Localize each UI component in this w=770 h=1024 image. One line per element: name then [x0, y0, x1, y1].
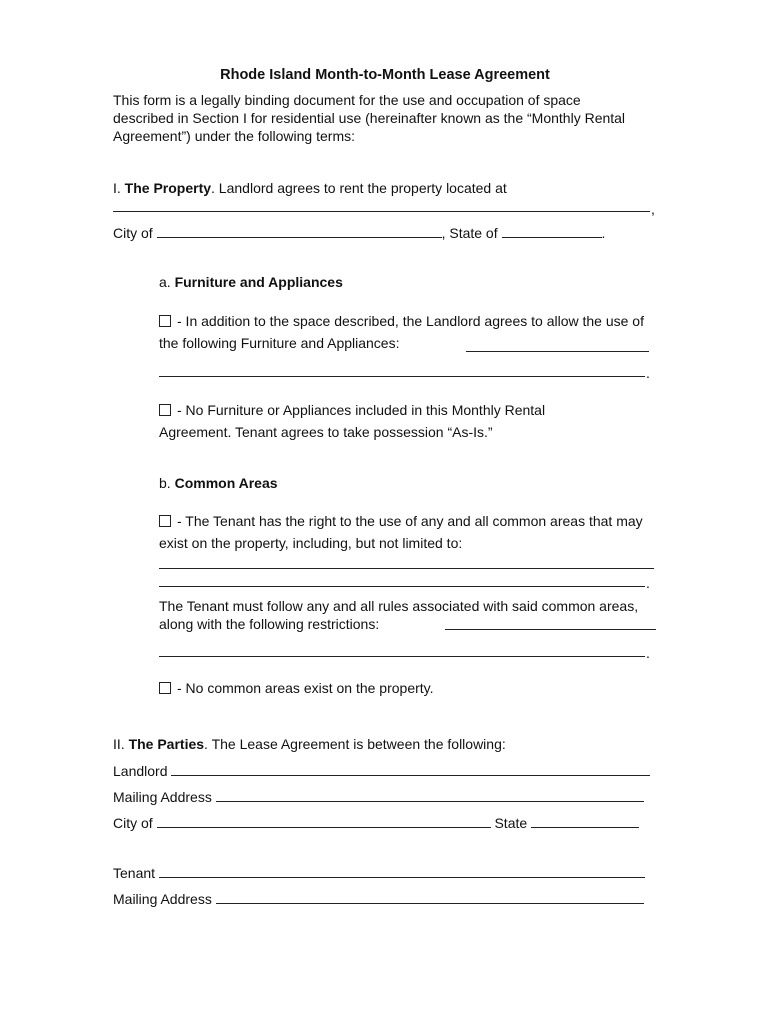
- subsection-letter: a.: [159, 274, 175, 290]
- landlord-mailing-row: [113, 787, 644, 806]
- restrictions-field-1[interactable]: [445, 629, 656, 630]
- period: .: [646, 365, 650, 381]
- tenant-row: [113, 863, 645, 882]
- option-text: - In addition to the space described, the Landlord agrees to allow the use of the following Furniture and Appliances:: [159, 313, 644, 351]
- state-field[interactable]: [531, 813, 639, 828]
- landlord-label: Landlord: [113, 763, 168, 779]
- section-property-heading: [113, 179, 507, 197]
- common-areas-field-2[interactable]: [159, 586, 645, 587]
- subsection-title: Common Areas: [174, 475, 278, 491]
- state-label: State: [494, 815, 528, 831]
- option-text: - No Furniture or Appliances included in this Monthly Rental Agreement. Tenant agrees to take possession “As-Is.”: [159, 402, 546, 440]
- city-label: City of: [113, 225, 153, 241]
- property-address-comma: ,: [651, 201, 655, 217]
- landlord-row: [113, 761, 650, 780]
- landlord-field[interactable]: [171, 761, 650, 776]
- state-field[interactable]: [502, 223, 602, 238]
- furniture-option-none: [159, 399, 599, 443]
- tenant-label: Tenant: [113, 865, 156, 881]
- section-number: II.: [113, 736, 129, 752]
- property-city-row: [113, 223, 605, 242]
- city-field[interactable]: [157, 813, 491, 828]
- property-address-line[interactable]: [113, 211, 650, 212]
- common-areas-heading: [159, 474, 278, 492]
- common-option-access: [159, 510, 659, 554]
- state-label: , State of: [441, 225, 498, 241]
- tenant-mailing-row: [113, 889, 644, 908]
- furniture-list-field-2[interactable]: [159, 376, 645, 377]
- section-number: I.: [113, 180, 125, 196]
- subsection-letter: b.: [159, 475, 175, 491]
- common-areas-field-1[interactable]: [159, 568, 654, 569]
- checkbox[interactable]: [159, 315, 171, 327]
- document-title: Rhode Island Month-to-Month Lease Agreement: [220, 67, 550, 83]
- furniture-list-field-1[interactable]: [466, 351, 649, 352]
- section-title: The Parties: [128, 736, 205, 752]
- mailing-address-label: Mailing Address: [113, 891, 212, 907]
- city-label: City of: [113, 815, 153, 831]
- common-option-none: [159, 677, 654, 699]
- section-text: . The Lease Agreement is between the following:: [204, 736, 506, 752]
- furniture-option-included: [159, 310, 654, 354]
- option-text: - No common areas exist on the property.: [177, 680, 434, 696]
- period: .: [646, 645, 650, 661]
- section-parties-heading: [113, 735, 506, 753]
- mailing-address-label: Mailing Address: [113, 789, 212, 805]
- mailing-address-field[interactable]: [216, 889, 644, 904]
- checkbox[interactable]: [159, 682, 171, 694]
- checkbox[interactable]: [159, 515, 171, 527]
- section-title: The Property: [124, 180, 212, 196]
- section-text: . Landlord agrees to rent the property located at: [211, 180, 507, 196]
- subsection-title: Furniture and Appliances: [174, 274, 343, 290]
- furniture-heading: [159, 273, 343, 291]
- option-text: - The Tenant has the right to the use of any and all common areas that may exist on the property, including, but not limited to:: [159, 513, 643, 551]
- common-rules-text: The Tenant must follow any and all rules associated with said common areas, along with the following restrictions:: [159, 598, 639, 632]
- city-field[interactable]: [157, 223, 442, 238]
- checkbox[interactable]: [159, 404, 171, 416]
- period: .: [646, 575, 650, 591]
- restrictions-field-2[interactable]: [159, 656, 645, 657]
- period: .: [601, 225, 606, 241]
- intro-paragraph: This form is a legally binding document for the use and occupation of space described in Section I for residential use (hereinafter known as the “Monthly Rental Agreement”) under the following terms:: [113, 92, 626, 144]
- mailing-address-field[interactable]: [216, 787, 644, 802]
- tenant-field[interactable]: [159, 863, 645, 878]
- landlord-city-row: [113, 813, 639, 832]
